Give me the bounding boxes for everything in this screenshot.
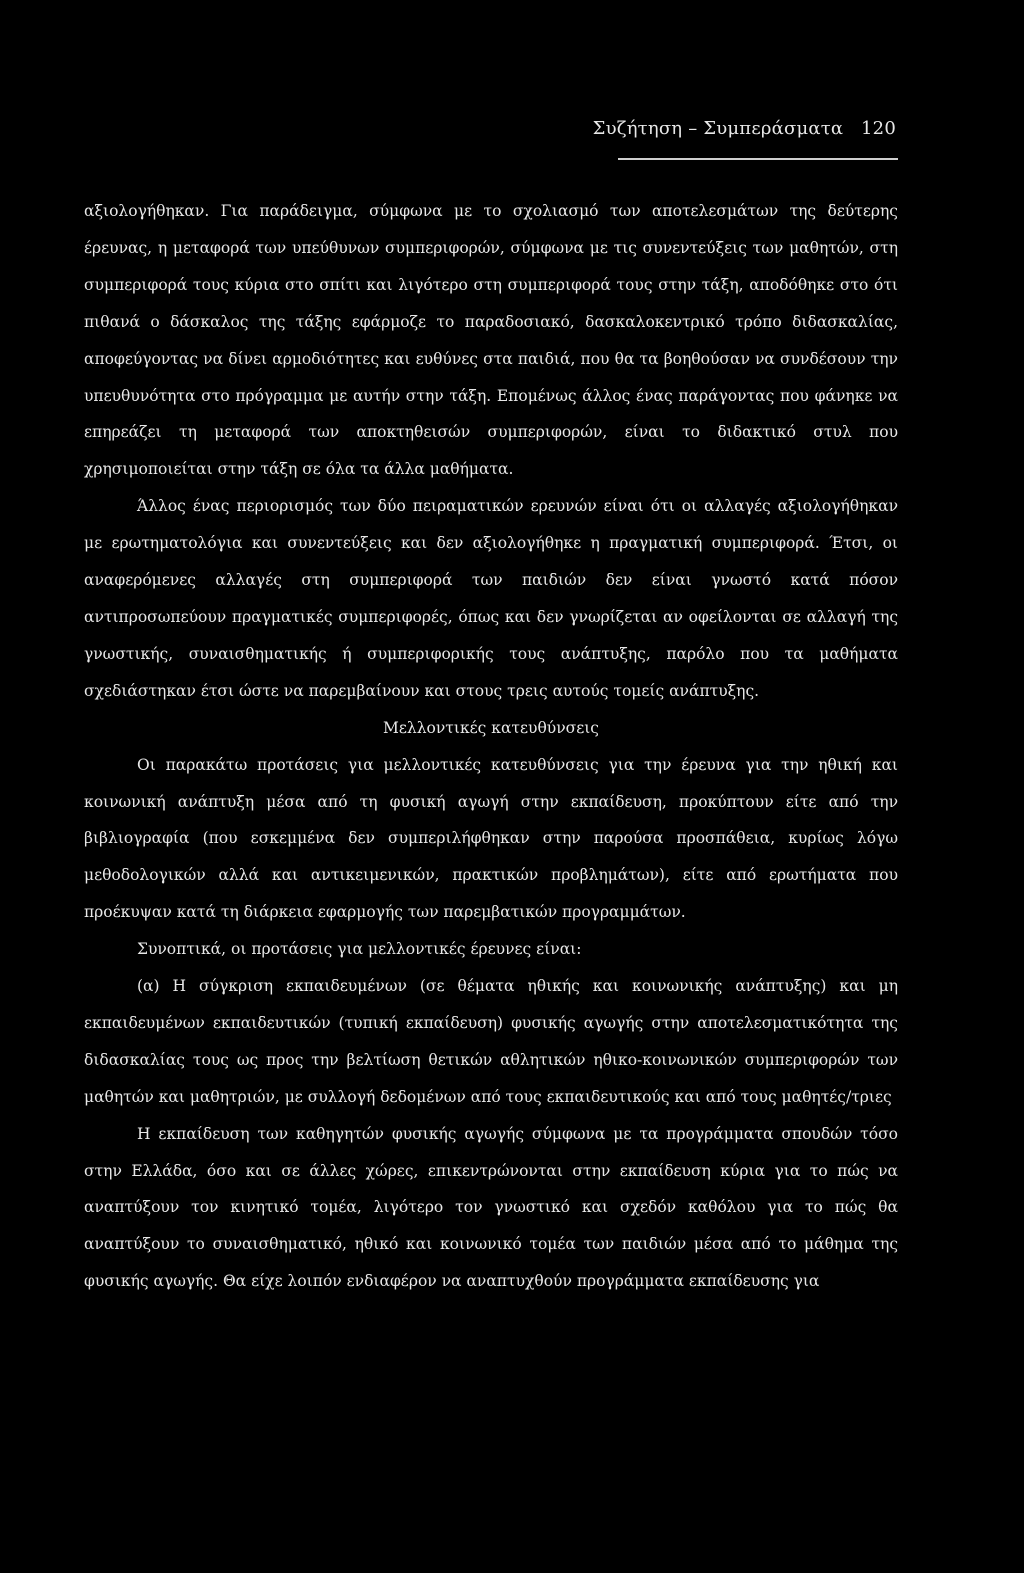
paragraph: Συνοπτικά, οι προτάσεις για μελλοντικές έρευνες είναι: [137, 940, 582, 959]
page-number: 120 [861, 118, 896, 139]
paragraph: Άλλος ένας περιορισμός των δύο πειραματικών ερευνών είναι ότι οι αλλαγές αξιολογήθηκαν με ερωτηματολόγια και συνεντεύξεις και δεν αξιολογήθηκε η πραγματική συμπεριφορά. Έτσι, οι αναφερόμενες αλλαγές στη συμπεριφορά των παιδιών δεν είναι γνωστό κατά πόσον αντιπροσωπεύουν πραγματικές συμπεριφορές, όπως και δεν γνωρίζεται αν οφείλονται σε αλλαγή της γνωστικής, συναισθηματικής ή συμπεριφορικής τους ανάπτυξης, παρόλο που τα μαθήματα σχεδιάστηκαν έτσι ώστε να παρεμβαίνουν και στους τρεις αυτούς τομείς ανάπτυξης. [84, 497, 898, 700]
body-text [84, 193, 898, 1300]
header-title: Συζήτηση – Συμπεράσματα [592, 118, 844, 139]
section-heading: Μελλοντικές κατευθύνσεις [382, 718, 599, 737]
paragraph: Οι παρακάτω προτάσεις για μελλοντικές κατευθύνσεις για την έρευνα για την ηθική και κοινωνική ανάπτυξη μέσα από τη φυσική αγωγή στην εκπαίδευση, προκύπτουν είτε από την βιβλιογραφία (που εσκεμμένα δεν συμπεριλήφθηκαν στην παρούσα προσπάθεια, κυρίως λόγω μεθοδολογικών αλλά και αντικειμενικών, πρακτικών προβλημάτων), είτε από ερωτήματα που προέκυψαν κατά τη διάρκεια εφαρμογής των παρεμβατικών προγραμμάτων. [84, 755, 898, 922]
header-divider [618, 158, 898, 160]
paragraph: αξιολογήθηκαν. Για παράδειγμα, σύμφωνα με το σχολιασμό των αποτελεσμάτων της δεύτερης έρευνας, η μεταφορά των υπεύθυνων συμπεριφορών, σύμφωνα με τις συνεντεύξεις των μαθητών, στη συμπεριφορά τους κύρια στο σπίτι και λιγότερο στη συμπεριφορά τους στην τάξη, αποδόθηκε στο ότι πιθανά ο δάσκαλος της τάξης εφάρμοζε το παραδοσιακό, δασκαλοκεντρικό τρόπο διδασκαλίας, αποφεύγοντας να δίνει αρμοδιότητες και ευθύνες στα παιδιά, που θα τα βοηθούσαν να συνδέσουν την υπευθυνότητα στο πρόγραμμα με αυτήν στην τάξη. Επομένως άλλος ένας παράγοντας που φάνηκε να επηρεάζει τη μεταφορά των αποκτηθεισών συμπεριφορών, είναι το διδακτικό στυλ που χρησιμοποιείται στην τάξη σε όλα τα άλλα μαθήματα. [84, 202, 898, 479]
list-item: (α) Η σύγκριση εκπαιδευμένων (σε θέματα ηθικής και κοινωνικής ανάπτυξης) και μη εκπαιδευμένων εκπαιδευτικών (τυπική εκπαίδευση) φυσικής αγωγής στην αποτελεσματικότητα της διδασκαλίας τους ως προς την βελτίωση θετικών αθλητικών ηθικο-κοινωνικών συμπεριφορών των μαθητών και μαθητριών, με συλλογή δεδομένων από τους εκπαιδευτικούς και από τους μαθητές/τριες [84, 977, 898, 1106]
paragraph: Η εκπαίδευση των καθηγητών φυσικής αγωγής σύμφωνα με τα προγράμματα σπουδών τόσο στην Ελλάδα, όσο και σε άλλες χώρες, επικεντρώνονται στην εκπαίδευση κύρια για το πώς να αναπτύξουν τον κινητικό τομέα, λιγότερο τον γνωστικό και σχεδόν καθόλου για το πώς θα αναπτύξουν το συναισθηματικό, ηθικό και κοινωνικό τομέα των παιδιών μέσα από το μάθημα της φυσικής αγωγής. Θα είχε λοιπόν ενδιαφέρον να αναπτυχθούν προγράμματα εκπαίδευσης για [84, 1124, 898, 1291]
running-header [593, 118, 896, 139]
